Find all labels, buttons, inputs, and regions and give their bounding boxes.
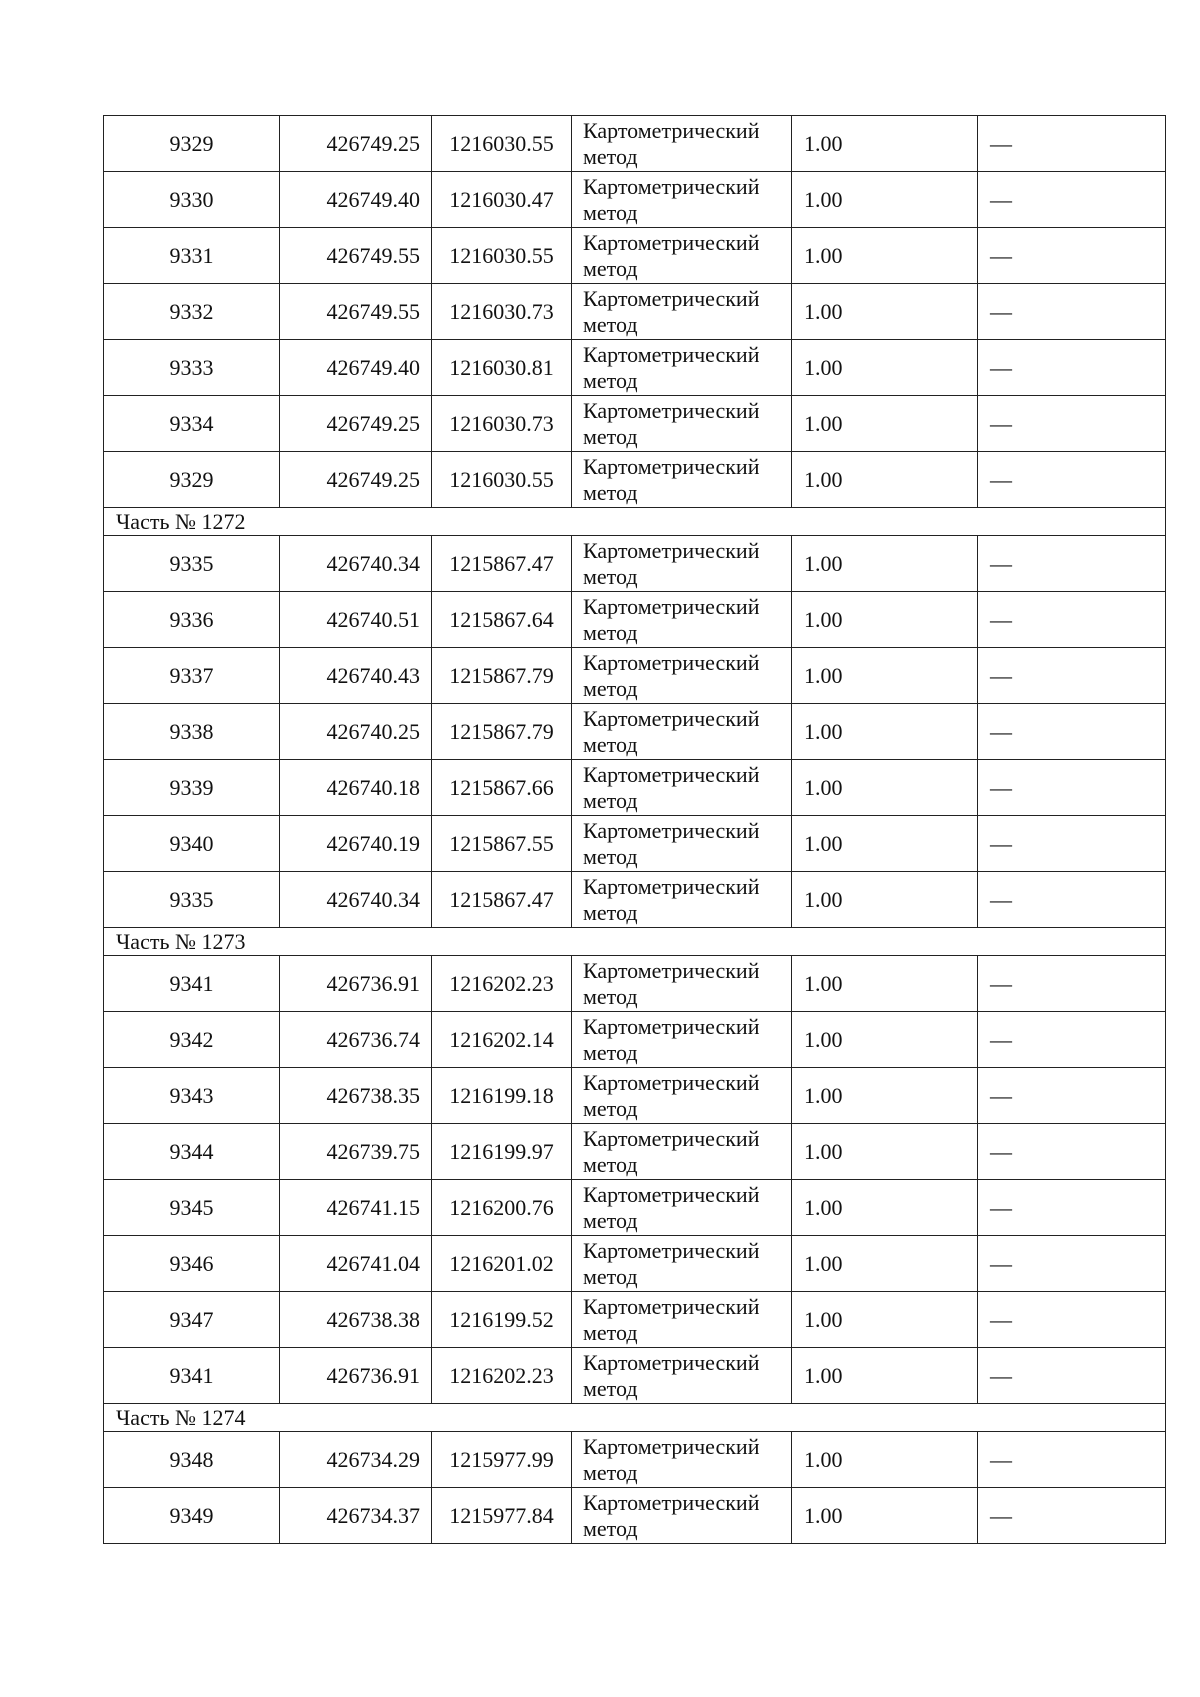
x-coordinate-cell: 426738.38 — [280, 1292, 432, 1348]
table-row — [104, 872, 1166, 928]
method-line-1: Картометрический — [583, 761, 760, 787]
x-coordinate-cell: 426749.55 — [280, 284, 432, 340]
method-cell — [572, 1236, 792, 1292]
method-line-1: Картометрический — [583, 1293, 760, 1319]
point-number-cell: 9349 — [104, 1488, 280, 1544]
x-coordinate-cell: 426741.04 — [280, 1236, 432, 1292]
y-coordinate-cell: 1215867.79 — [432, 648, 572, 704]
description-cell: — — [978, 704, 1166, 760]
method-line-2: метод — [583, 1207, 638, 1233]
accuracy-cell: 1.00 — [792, 1012, 978, 1068]
y-coordinate-cell: 1216030.55 — [432, 228, 572, 284]
accuracy-cell: 1.00 — [792, 1236, 978, 1292]
point-number-cell: 9335 — [104, 536, 280, 592]
y-coordinate-cell: 1216030.47 — [432, 172, 572, 228]
accuracy-cell: 1.00 — [792, 452, 978, 508]
method-line-2: метод — [583, 619, 638, 645]
table-row — [104, 396, 1166, 452]
table-row — [104, 284, 1166, 340]
description-cell: — — [978, 116, 1166, 172]
y-coordinate-cell: 1215867.64 — [432, 592, 572, 648]
method-line-2: метод — [583, 1375, 638, 1401]
method-line-1: Картометрический — [583, 593, 760, 619]
method-line-2: метод — [583, 787, 638, 813]
method-line-2: метод — [583, 1151, 638, 1177]
method-cell — [572, 1432, 792, 1488]
part-header-row — [104, 508, 1166, 536]
x-coordinate-cell: 426734.37 — [280, 1488, 432, 1544]
method-line-2: метод — [583, 255, 638, 281]
x-coordinate-cell: 426740.51 — [280, 592, 432, 648]
accuracy-cell: 1.00 — [792, 116, 978, 172]
table-row — [104, 648, 1166, 704]
y-coordinate-cell: 1216030.55 — [432, 452, 572, 508]
method-line-1: Картометрический — [583, 649, 760, 675]
method-line-1: Картометрический — [583, 173, 760, 199]
point-number-cell: 9331 — [104, 228, 280, 284]
point-number-cell: 9334 — [104, 396, 280, 452]
point-number-cell: 9341 — [104, 956, 280, 1012]
accuracy-cell: 1.00 — [792, 1488, 978, 1544]
method-line-2: метод — [583, 983, 638, 1009]
table-row — [104, 1180, 1166, 1236]
table-row — [104, 172, 1166, 228]
table-row — [104, 340, 1166, 396]
description-cell: — — [978, 592, 1166, 648]
point-number-cell: 9329 — [104, 452, 280, 508]
point-number-cell: 9332 — [104, 284, 280, 340]
method-cell — [572, 1292, 792, 1348]
accuracy-cell: 1.00 — [792, 228, 978, 284]
y-coordinate-cell: 1215867.79 — [432, 704, 572, 760]
method-line-2: метод — [583, 843, 638, 869]
x-coordinate-cell: 426740.19 — [280, 816, 432, 872]
description-cell: — — [978, 872, 1166, 928]
x-coordinate-cell: 426740.34 — [280, 536, 432, 592]
x-coordinate-cell: 426740.25 — [280, 704, 432, 760]
method-line-2: метод — [583, 423, 638, 449]
table-row — [104, 956, 1166, 1012]
y-coordinate-cell: 1215867.55 — [432, 816, 572, 872]
method-cell — [572, 1012, 792, 1068]
accuracy-cell: 1.00 — [792, 1180, 978, 1236]
part-header-row — [104, 1404, 1166, 1432]
method-line-1: Картометрический — [583, 341, 760, 367]
method-cell — [572, 1124, 792, 1180]
method-line-1: Картометрический — [583, 1181, 760, 1207]
description-cell: — — [978, 816, 1166, 872]
point-number-cell: 9333 — [104, 340, 280, 396]
x-coordinate-cell: 426749.40 — [280, 172, 432, 228]
method-line-2: метод — [583, 1095, 638, 1121]
description-cell: — — [978, 1292, 1166, 1348]
point-number-cell: 9343 — [104, 1068, 280, 1124]
method-line-2: метод — [583, 1515, 638, 1541]
x-coordinate-cell: 426740.43 — [280, 648, 432, 704]
x-coordinate-cell: 426738.35 — [280, 1068, 432, 1124]
y-coordinate-cell: 1216201.02 — [432, 1236, 572, 1292]
x-coordinate-cell: 426749.25 — [280, 452, 432, 508]
description-cell: — — [978, 172, 1166, 228]
x-coordinate-cell: 426749.25 — [280, 396, 432, 452]
accuracy-cell: 1.00 — [792, 956, 978, 1012]
point-number-cell: 9342 — [104, 1012, 280, 1068]
method-cell — [572, 1068, 792, 1124]
method-cell — [572, 228, 792, 284]
description-cell: — — [978, 452, 1166, 508]
table-row — [104, 116, 1166, 172]
method-line-2: метод — [583, 199, 638, 225]
method-line-1: Картометрический — [583, 229, 760, 255]
x-coordinate-cell: 426736.74 — [280, 1012, 432, 1068]
table-row — [104, 760, 1166, 816]
method-line-2: метод — [583, 1319, 638, 1345]
x-coordinate-cell: 426749.25 — [280, 116, 432, 172]
y-coordinate-cell: 1216030.73 — [432, 284, 572, 340]
x-coordinate-cell: 426749.55 — [280, 228, 432, 284]
table-row — [104, 536, 1166, 592]
point-number-cell: 9340 — [104, 816, 280, 872]
accuracy-cell: 1.00 — [792, 816, 978, 872]
method-line-2: метод — [583, 731, 638, 757]
method-line-2: метод — [583, 563, 638, 589]
point-number-cell: 9347 — [104, 1292, 280, 1348]
method-cell — [572, 648, 792, 704]
accuracy-cell: 1.00 — [792, 1432, 978, 1488]
accuracy-cell: 1.00 — [792, 536, 978, 592]
description-cell: — — [978, 396, 1166, 452]
description-cell: — — [978, 1124, 1166, 1180]
description-cell: — — [978, 228, 1166, 284]
point-number-cell: 9346 — [104, 1236, 280, 1292]
method-line-1: Картометрический — [583, 397, 760, 423]
accuracy-cell: 1.00 — [792, 172, 978, 228]
table-row — [104, 1488, 1166, 1544]
coordinates-table-body — [104, 116, 1166, 1544]
accuracy-cell: 1.00 — [792, 284, 978, 340]
description-cell: — — [978, 1236, 1166, 1292]
x-coordinate-cell: 426734.29 — [280, 1432, 432, 1488]
method-cell — [572, 704, 792, 760]
method-line-2: метод — [583, 1263, 638, 1289]
method-line-1: Картометрический — [583, 453, 760, 479]
y-coordinate-cell: 1216030.81 — [432, 340, 572, 396]
y-coordinate-cell: 1215977.99 — [432, 1432, 572, 1488]
method-line-1: Картометрический — [583, 1237, 760, 1263]
method-line-2: метод — [583, 1039, 638, 1065]
method-cell — [572, 816, 792, 872]
method-line-1: Картометрический — [583, 1125, 760, 1151]
y-coordinate-cell: 1215867.47 — [432, 872, 572, 928]
x-coordinate-cell: 426739.75 — [280, 1124, 432, 1180]
accuracy-cell: 1.00 — [792, 1292, 978, 1348]
method-cell — [572, 340, 792, 396]
description-cell: — — [978, 1068, 1166, 1124]
y-coordinate-cell: 1216030.55 — [432, 116, 572, 172]
table-row — [104, 1236, 1166, 1292]
method-line-1: Картометрический — [583, 1069, 760, 1095]
description-cell: — — [978, 956, 1166, 1012]
description-cell: — — [978, 1012, 1166, 1068]
method-cell — [572, 1348, 792, 1404]
method-line-1: Картометрический — [583, 1013, 760, 1039]
table-row — [104, 1292, 1166, 1348]
accuracy-cell: 1.00 — [792, 396, 978, 452]
part-header-label: Часть № 1273 — [104, 928, 1166, 956]
x-coordinate-cell: 426749.40 — [280, 340, 432, 396]
method-line-1: Картометрический — [583, 537, 760, 563]
method-line-1: Картометрический — [583, 1349, 760, 1375]
point-number-cell: 9330 — [104, 172, 280, 228]
accuracy-cell: 1.00 — [792, 592, 978, 648]
method-cell — [572, 1488, 792, 1544]
method-line-2: метод — [583, 1459, 638, 1485]
method-line-2: метод — [583, 899, 638, 925]
description-cell: — — [978, 340, 1166, 396]
method-line-2: метод — [583, 479, 638, 505]
table-row — [104, 452, 1166, 508]
y-coordinate-cell: 1216030.73 — [432, 396, 572, 452]
x-coordinate-cell: 426736.91 — [280, 956, 432, 1012]
accuracy-cell: 1.00 — [792, 760, 978, 816]
point-number-cell: 9348 — [104, 1432, 280, 1488]
table-row — [104, 228, 1166, 284]
point-number-cell: 9339 — [104, 760, 280, 816]
table-row — [104, 704, 1166, 760]
y-coordinate-cell: 1216202.23 — [432, 1348, 572, 1404]
table-row — [104, 1124, 1166, 1180]
method-cell — [572, 956, 792, 1012]
method-cell — [572, 536, 792, 592]
table-row — [104, 1068, 1166, 1124]
table-row — [104, 592, 1166, 648]
method-line-2: метод — [583, 675, 638, 701]
y-coordinate-cell: 1216199.97 — [432, 1124, 572, 1180]
point-number-cell: 9338 — [104, 704, 280, 760]
method-line-2: метод — [583, 311, 638, 337]
description-cell: — — [978, 1488, 1166, 1544]
table-row — [104, 1348, 1166, 1404]
method-line-1: Картометрический — [583, 285, 760, 311]
x-coordinate-cell: 426740.18 — [280, 760, 432, 816]
method-line-2: метод — [583, 143, 638, 169]
y-coordinate-cell: 1215867.47 — [432, 536, 572, 592]
coordinates-table — [103, 115, 1166, 1544]
method-line-2: метод — [583, 367, 638, 393]
method-cell — [572, 760, 792, 816]
method-line-1: Картометрический — [583, 117, 760, 143]
point-number-cell: 9329 — [104, 116, 280, 172]
point-number-cell: 9337 — [104, 648, 280, 704]
accuracy-cell: 1.00 — [792, 340, 978, 396]
method-line-1: Картометрический — [583, 1489, 760, 1515]
accuracy-cell: 1.00 — [792, 704, 978, 760]
table-row — [104, 1432, 1166, 1488]
accuracy-cell: 1.00 — [792, 872, 978, 928]
y-coordinate-cell: 1215867.66 — [432, 760, 572, 816]
point-number-cell: 9335 — [104, 872, 280, 928]
y-coordinate-cell: 1215977.84 — [432, 1488, 572, 1544]
accuracy-cell: 1.00 — [792, 648, 978, 704]
y-coordinate-cell: 1216199.18 — [432, 1068, 572, 1124]
y-coordinate-cell: 1216200.76 — [432, 1180, 572, 1236]
y-coordinate-cell: 1216202.23 — [432, 956, 572, 1012]
point-number-cell: 9344 — [104, 1124, 280, 1180]
description-cell: — — [978, 1180, 1166, 1236]
method-cell — [572, 396, 792, 452]
x-coordinate-cell: 426741.15 — [280, 1180, 432, 1236]
part-header-row — [104, 928, 1166, 956]
method-cell — [572, 284, 792, 340]
method-line-1: Картометрический — [583, 957, 760, 983]
method-cell — [572, 452, 792, 508]
accuracy-cell: 1.00 — [792, 1068, 978, 1124]
method-line-1: Картометрический — [583, 873, 760, 899]
point-number-cell: 9336 — [104, 592, 280, 648]
x-coordinate-cell: 426736.91 — [280, 1348, 432, 1404]
part-header-label: Часть № 1274 — [104, 1404, 1166, 1432]
description-cell: — — [978, 648, 1166, 704]
method-cell — [572, 872, 792, 928]
table-row — [104, 1012, 1166, 1068]
part-header-label: Часть № 1272 — [104, 508, 1166, 536]
method-cell — [572, 172, 792, 228]
description-cell: — — [978, 536, 1166, 592]
table-row — [104, 816, 1166, 872]
method-line-1: Картометрический — [583, 705, 760, 731]
description-cell: — — [978, 1432, 1166, 1488]
method-line-1: Картометрический — [583, 817, 760, 843]
point-number-cell: 9345 — [104, 1180, 280, 1236]
method-cell — [572, 592, 792, 648]
x-coordinate-cell: 426740.34 — [280, 872, 432, 928]
method-cell — [572, 116, 792, 172]
description-cell: — — [978, 284, 1166, 340]
method-line-1: Картометрический — [583, 1433, 760, 1459]
y-coordinate-cell: 1216202.14 — [432, 1012, 572, 1068]
description-cell: — — [978, 1348, 1166, 1404]
method-cell — [572, 1180, 792, 1236]
accuracy-cell: 1.00 — [792, 1348, 978, 1404]
accuracy-cell: 1.00 — [792, 1124, 978, 1180]
y-coordinate-cell: 1216199.52 — [432, 1292, 572, 1348]
point-number-cell: 9341 — [104, 1348, 280, 1404]
description-cell: — — [978, 760, 1166, 816]
